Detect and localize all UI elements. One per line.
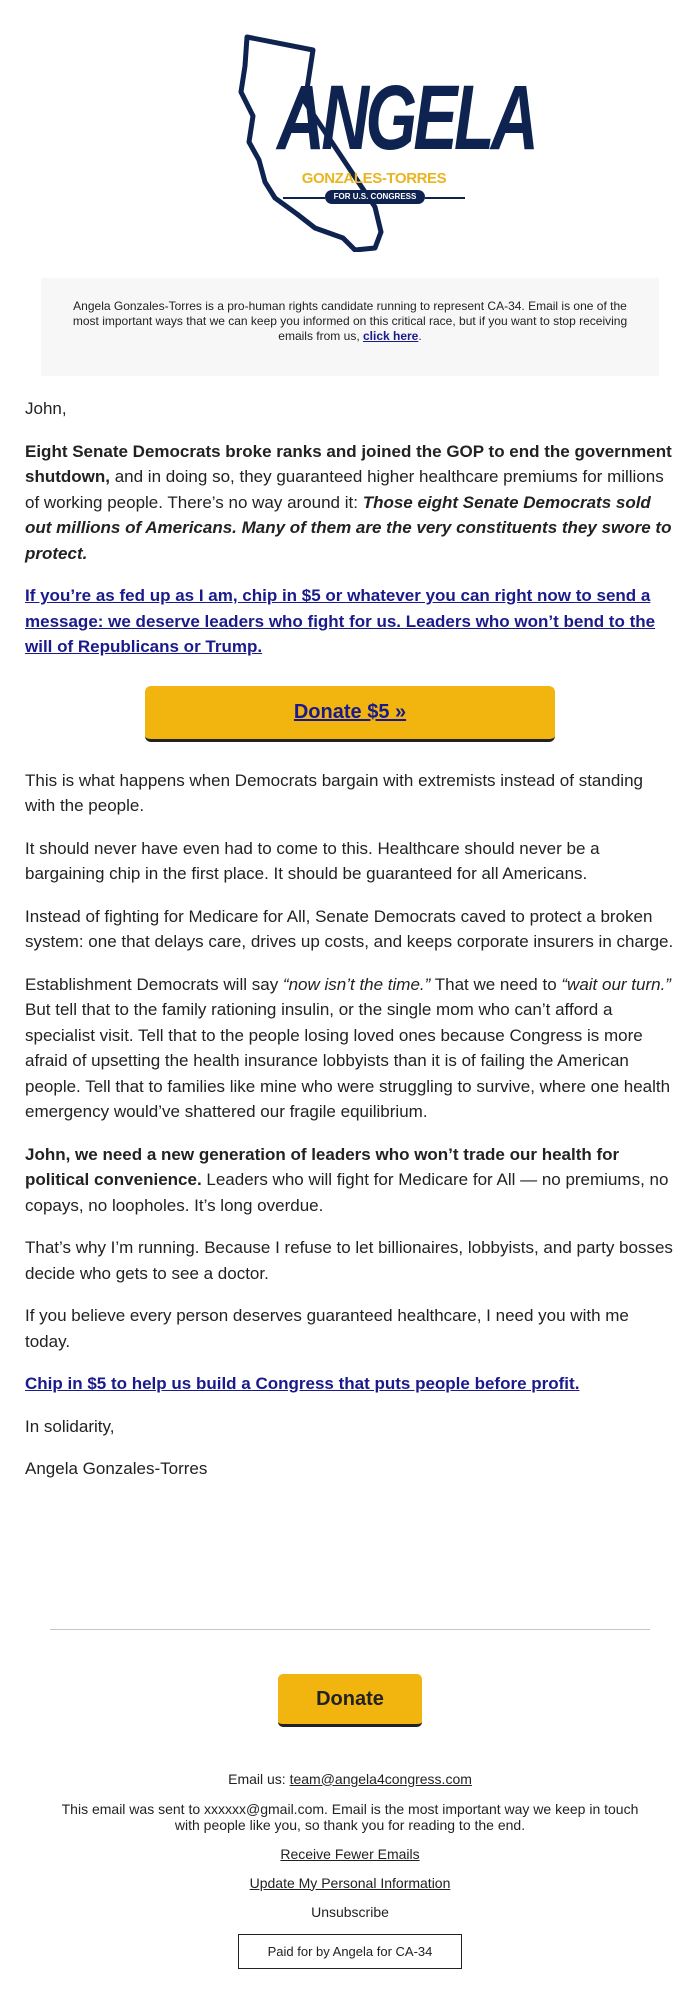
update-info-link[interactable]: Update My Personal Information (249, 1874, 451, 1891)
paragraph-3: It should never have even had to come to this. Healthcare should never be a bargaining chip in the first place. It should be guaranteed for all Americans. (25, 838, 600, 883)
logo-divider (283, 197, 325, 199)
paragraph-6-text: Leaders who will fight for Medicare for All — no premiums, no copays, no loopholes. It’s long overdue. (25, 1170, 669, 1215)
closing: In solidarity, (25, 1416, 115, 1436)
unsubscribe-link[interactable]: Unsubscribe (311, 1903, 389, 1920)
contact-email-line (0, 1771, 700, 1787)
notice-suffix: . (418, 329, 422, 343)
donate-button-row (25, 686, 675, 742)
paragraph-1 (25, 439, 675, 567)
spacer (0, 1499, 700, 1629)
logo-divider (425, 197, 465, 199)
paragraph-5 (25, 972, 675, 1125)
logo-name: ANGELA (277, 67, 536, 169)
paragraph-7: That’s why I’m running. Because I refuse to let billionaires, lobbyists, and party bosses decide who gets to see a doctor. (25, 1238, 673, 1283)
logo-subtitle: GONZALES-TORRES (301, 170, 447, 187)
quote-now-isnt-the-time: “now isn’t the time.” (282, 974, 431, 994)
signature: Angela Gonzales-Torres (25, 1459, 208, 1478)
paragraph-4: Instead of fighting for Medicare for All, Senate Democrats caved to protect a broken system: one that delays care, drives up costs, and keeps corporate insurers in charge. (25, 906, 674, 951)
paragraph-5-a: Establishment Democrats will say (25, 974, 283, 994)
paragraph-1-text: and in doing so, they guaranteed higher healthcare premiums for millions of working people. There’s no way around it: (25, 467, 664, 512)
info-notice (41, 278, 659, 376)
sent-to-notice: This email was sent to xxxxxx@gmail.com. Email is the most important way we keep in touch with people like you, so thank you for reading to the end. (61, 1800, 639, 1833)
email-body (0, 376, 700, 1482)
click-here-link[interactable]: click here (362, 329, 419, 343)
email-label: Email us: (228, 1770, 290, 1787)
campaign-logo (0, 0, 700, 276)
notice-text: Angela Gonzales-Torres is a pro-human rights candidate running to represent CA-34. Email is one of the most important ways that we can keep you informed on this critical race, but if you want to stop receiving emails from us, (72, 299, 628, 343)
donate-link-paragraph (25, 583, 675, 660)
donate-link-2[interactable]: Chip in $5 to help us build a Congress that puts people before profit. (25, 1374, 580, 1393)
paragraph-8: If you believe every person deserves guaranteed healthcare, I need you with me today. (25, 1306, 629, 1351)
quote-wait-our-turn: “wait our turn.” (561, 974, 671, 994)
donate-link-2-paragraph (25, 1371, 675, 1397)
paid-for-disclaimer: Paid for by Angela for CA-34 (238, 1934, 462, 1969)
footer-donate-button[interactable]: Donate (278, 1674, 422, 1727)
paragraph-5-c: But tell that to the family rationing insulin, or the single mom who can’t afford a specialist visit. Tell that to the people losing loved ones because Congress is more afraid of upsetting the health insurance lobbyists than it is of failing the American people. Tell that to families like mine who were struggling to survive, where one health emergency would’ve shattered our fragile equilibrium. (25, 1000, 671, 1121)
footer (0, 1630, 700, 1969)
contact-email-link[interactable]: team@angela4congress.com (289, 1770, 472, 1787)
paragraph-1-bold-italic: Those eight Senate Democrats sold out millions of Americans. Many of them are the very constituents they swore to protect. (25, 492, 672, 563)
receive-fewer-emails-link[interactable]: Receive Fewer Emails (280, 1845, 420, 1862)
paragraph-2: This is what happens when Democrats bargain with extremists instead of standing with the people. (25, 770, 643, 815)
paragraph-1-bold: Eight Senate Democrats broke ranks and joined the GOP to end the government shutdown, (25, 441, 672, 486)
donate-link-1[interactable]: If you’re as fed up as I am, chip in $5 or whatever you can right now to send a message: we deserve leaders who fight for us. Leaders who won’t bend to the will of Republicans or Trump. (25, 586, 656, 656)
donate-5-button[interactable]: Donate $5 » (145, 686, 555, 742)
paragraph-6-bold: John, we need a new generation of leaders who won’t trade our health for political convenience. (25, 1144, 620, 1189)
paragraph-5-b: That we need to (430, 974, 562, 994)
logo-badge: FOR U.S. CONGRESS (325, 190, 425, 204)
greeting: John, (25, 399, 67, 418)
paragraph-6 (25, 1142, 675, 1219)
